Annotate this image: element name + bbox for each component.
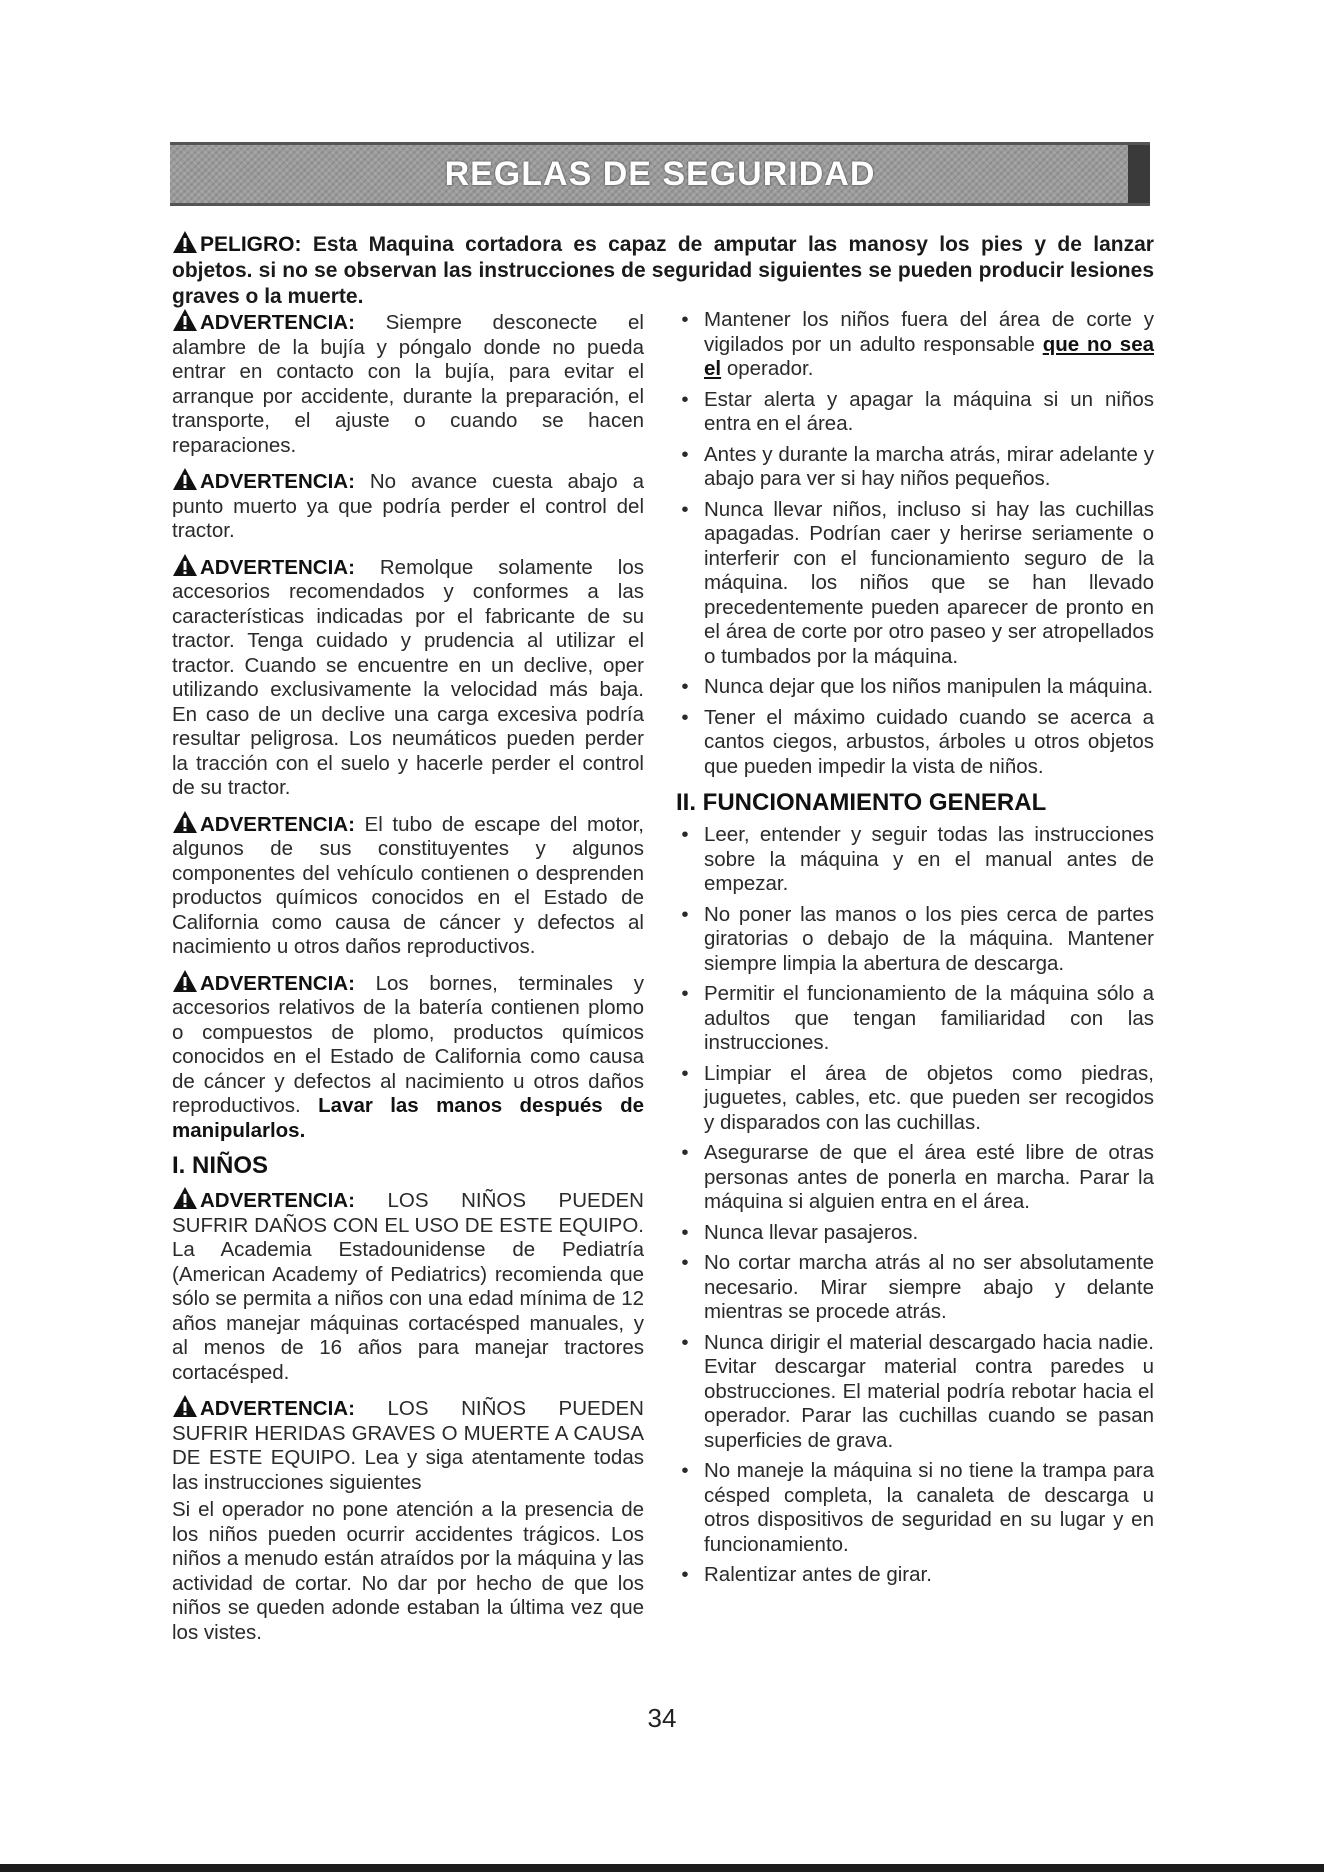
left-column xyxy=(172,308,644,1654)
list-item-text: Asegurarse de que el área esté libre de otras personas antes de ponerla en marcha. Parar la máquina si alguien entra en el área. xyxy=(704,1141,1154,1213)
bullet: • xyxy=(681,982,689,1005)
list-item xyxy=(676,1221,1154,1246)
bullet: • xyxy=(681,497,689,521)
list-item-text: No maneje la máquina si no tiene la trampa para césped completa, la canaleta de descarga u otros dispositivos de seguridad en su lugar y en funcionamiento. xyxy=(704,1459,1154,1556)
list-item xyxy=(676,1141,1154,1215)
warning-triangle-icon xyxy=(172,1186,198,1210)
list-item-text: No poner las manos o los pies cerca de partes giratorias o debajo de la máquina. Mantener siempre limpia la abertura de descarga. xyxy=(704,902,1154,975)
warning-text: Siempre desconecte el alambre de la bujía y póngalo donde no pueda entrar en contacto con la bujía, para evitar el arranque por accidente, durante la preparación, el transporte, el ajuste o cuando se hacen reparaciones. xyxy=(172,311,644,457)
bullet: • xyxy=(681,705,689,729)
danger-label: PELIGRO: xyxy=(200,233,302,256)
list-item xyxy=(676,388,1154,437)
bullet: • xyxy=(681,1563,689,1586)
page-title: REGLAS DE SEGURIDAD xyxy=(444,154,876,193)
children-safety-list xyxy=(676,308,1154,779)
bullet: • xyxy=(681,902,689,926)
warning-triangle-icon xyxy=(172,230,198,254)
list-item xyxy=(676,1563,1154,1588)
bullet: • xyxy=(681,442,689,466)
warning-text: LOS NIÑOS PUEDEN SUFRIR HERIDAS GRAVES O MUERTE A CAUSA DE ESTE EQUIPO. Lea y siga atentamente todas las instrucciones siguientes xyxy=(172,1397,644,1494)
page-number: 34 xyxy=(647,1703,677,1733)
warning-triangle-icon xyxy=(172,969,198,993)
section-heading-ninos: I. NIÑOS xyxy=(172,1152,269,1179)
right-column xyxy=(676,308,1154,1594)
list-item xyxy=(676,675,1154,700)
list-item-text: Nunca dejar que los niños manipulen la máquina. xyxy=(704,675,1154,698)
bullet: • xyxy=(681,308,689,331)
warning-text: El tubo de escape del motor, algunos de sus constituyentes y algunos componentes del vehículo contienen o desprenden productos químicos conocidos en el Estado de California como causa de cáncer y defectos al nacimiento u otros daños reproductivos. xyxy=(172,812,644,958)
list-item-text: Antes y durante la marcha atrás, mirar adelante y abajo para ver si hay niños pequeños. xyxy=(704,442,1154,490)
list-item-text: Leer, entender y seguir todas las instrucciones sobre la máquina y en el manual antes de empezar. xyxy=(704,823,1154,895)
list-item xyxy=(676,498,1154,670)
list-item-text: Mantener los niños fuera del área de corte y vigilados por un adulto responsable xyxy=(704,308,1154,356)
warning-text: No avance cuesta abajo a punto muerto ya que podría perder el control del tractor. xyxy=(172,470,644,542)
section-heading-funcionamiento: II. FUNCIONAMIENTO GENERAL xyxy=(676,789,1047,816)
list-item-text: Nunca dirigir el material descargado hacia nadie. Evitar descargar material contra paredes u obstrucciones. El material podría rebotar hacia el operador. Parar las cuchillas cuando se pasan superficies de grava. xyxy=(704,1330,1154,1452)
list-item xyxy=(676,706,1154,780)
warning-triangle-icon xyxy=(172,553,198,577)
warning-text: Remolque solamente los accesorios recomendados y conformes a las características indicadas por el fabricante de su tractor. Tenga cuidado y prudencia al utilizar el tractor. Cuando se encuentre en un declive, oper utilizando exclusivamente la velocidad más baja. En caso de un declive una carga excesiva podría resultar peligrosa. Los neumáticos pueden perder la tracción con el suelo y hacerle perder el control de su tractor. xyxy=(172,555,644,799)
list-item-text: Limpiar el área de objetos como piedras, juguetes, cables, etc. que pueden ser recogidos y disparados con las cuchillas. xyxy=(704,1061,1154,1134)
warning-paragraph xyxy=(172,1394,644,1495)
warning-label: ADVERTENCIA: xyxy=(200,1189,355,1212)
warning-paragraph xyxy=(172,467,644,544)
bullet: • xyxy=(681,1330,689,1354)
list-item-text: Estar alerta y apagar la máquina si un niños entra en el área. xyxy=(704,387,1154,435)
list-item-text: Ralentizar antes de girar. xyxy=(704,1563,932,1586)
bullet: • xyxy=(681,823,689,846)
bullet: • xyxy=(681,675,689,698)
warning-paragraph xyxy=(172,969,644,1144)
bullet: • xyxy=(681,1459,689,1482)
banner-edge-block xyxy=(1128,145,1150,203)
warning-triangle-icon xyxy=(172,308,198,332)
list-item-text: Nunca llevar niños, incluso si hay las cuchillas apagadas. Podrían caer y herirse seriamente o interferir con el funcionamiento seguro de la máquina. los niños que se han llevado precedentemente pueden aparecer de pronto en el área de corte por otro paseo y ser atropellados o tumbados por la máquina. xyxy=(704,497,1154,668)
warning-paragraph xyxy=(172,1186,644,1385)
bullet: • xyxy=(681,1220,689,1244)
bullet: • xyxy=(681,1251,689,1274)
list-item xyxy=(676,308,1154,382)
warning-paragraph xyxy=(172,308,644,458)
bullet: • xyxy=(681,1061,689,1085)
warning-text: Los bornes, terminales y accesorios relativos de la batería contienen plomo o compuestos de plomo, productos químicos conocidos en el Estado de California como causa de cáncer y defectos al nacimiento u otros daños reproductivos. xyxy=(172,971,644,1117)
list-item-text: Tener el máximo cuidado cuando se acerca a cantos ciegos, arbustos, árboles u otros objetos que pueden impedir la vista de niños. xyxy=(704,705,1154,778)
warning-label: ADVERTENCIA: xyxy=(200,1397,355,1420)
list-item-text: Permitir el funcionamiento de la máquina sólo a adultos que tengan familiaridad con las instrucciones. xyxy=(704,982,1154,1054)
warning-emphasis: Lavar las manos después de manipularlos. xyxy=(172,1094,644,1142)
list-item-text: Nunca llevar pasajeros. xyxy=(704,1220,919,1244)
list-item xyxy=(676,1062,1154,1136)
warning-paragraph xyxy=(172,553,644,801)
warning-label: ADVERTENCIA: xyxy=(200,812,355,836)
warning-label: ADVERTENCIA: xyxy=(200,470,355,493)
list-item xyxy=(676,1331,1154,1454)
list-item-text: No cortar marcha atrás al no ser absolutamente necesario. Mirar siempre abajo y delante mientras se procede atrás. xyxy=(704,1251,1154,1323)
list-item xyxy=(676,982,1154,1056)
list-item xyxy=(676,443,1154,492)
body-paragraph: Si el operador no pone atención a la presencia de los niños pueden ocurrir accidentes trágicos. Los niños a menudo están atraídos por la máquina y las actividad de cortar. No dar por hecho de que los niños se queden adonde estaban la última vez que los vistes. xyxy=(172,1498,644,1644)
list-item-text-after: operador. xyxy=(726,357,814,380)
list-item xyxy=(676,823,1154,897)
danger-notice xyxy=(172,230,1154,310)
list-item xyxy=(676,1251,1154,1325)
list-item xyxy=(676,1459,1154,1557)
warning-triangle-icon xyxy=(172,810,198,834)
list-item-emphasis: que no sea el xyxy=(704,332,1154,380)
general-operation-list xyxy=(676,823,1154,1588)
warning-label: ADVERTENCIA: xyxy=(200,311,355,334)
section-banner xyxy=(170,142,1150,206)
warning-triangle-icon xyxy=(172,467,198,491)
list-item xyxy=(676,903,1154,977)
warning-label: ADVERTENCIA: xyxy=(200,555,355,579)
warning-text: LOS NIÑOS PUEDEN SUFRIR DAÑOS CON EL USO DE ESTE EQUIPO. La Academia Estadounidense de Pediatría (American Academy of Pediatrics) recomienda que sólo se permita a niños con una edad mínima de 12 años manejar máquinas cortacésped manuales, y al menos de 16 años para manejar tractores cortacésped. xyxy=(172,1189,644,1384)
warning-triangle-icon xyxy=(172,1394,198,1418)
scan-edge xyxy=(0,1864,1324,1872)
warning-paragraph xyxy=(172,810,644,960)
warning-label: ADVERTENCIA: xyxy=(200,971,355,995)
bullet: • xyxy=(681,387,689,411)
danger-text: Esta Maquina cortadora es capaz de amputar las manosy los pies y de lanzar objetos. si no se observan las instrucciones de seguridad siguientes se pueden producir lesiones graves o la muerte. xyxy=(172,233,1154,308)
bullet: • xyxy=(681,1141,689,1164)
